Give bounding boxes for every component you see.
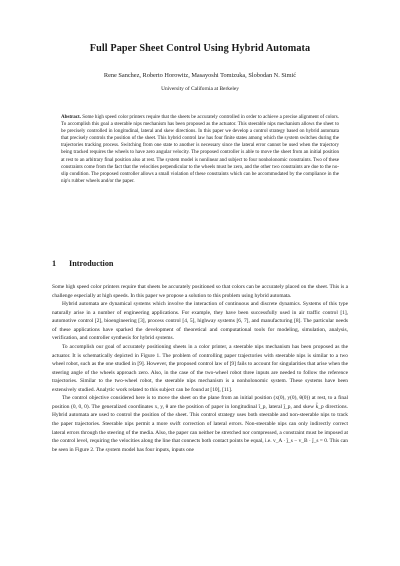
paragraph: Hybrid automata are dynamical systems which involve the interaction of continuous and discrete dynamics. Systems of this type naturally arise in a number of engineering applications. For example, they have been successfully used in air traffic control [1], automotive control [2], bioengineering [3], process control [4, 5], highway systems [6, 7], and manufacturing [8]. The particular needs of these applications have sparked the development of theoretical and computational tools for modeling, simulation, analysis, verification, and controller synthesis for hybrid systems. — [52, 301, 348, 342]
section-number: 1 — [52, 259, 57, 268]
paper-title: Full Paper Sheet Control Using Hybrid Automata — [89, 43, 311, 54]
abstract-text: Some high speed color printers require that the sheets be accurately controlled in order to achieve a precise alignment of colors. To accomplish this goal a steerable nips mechanism has been proposed as the actuator. This steerable nips mechanism allows the sheet to be precisely controlled in longitudinal, lateral and skew directions. In this paper we develop a control strategy based on hybrid automata that precisely controls the position of the sheet. This hybrid control law has four finite states among which the system switches during the trajectories tracking process. Switching from one state to another is necessary since the lateral error cannot be used when the trajectory being tracked requires the wheels to have zero angular velocity. The proposed controller is able to move the sheet from an initial position at rest to an arbitrary final position also at rest. The system model is nonlinear and subject to four nonholonomic constraints. Two of these constraints come from the fact that the velocities perpendicular to the wheels must be zero, and the other two constraints are due to the no-slip condition. The proposed controller allows a small violation of these constraints which can be accommodated by the compliance in the nip's rubber wheels and/or the paper. — [61, 115, 339, 184]
affiliation: University of California at Berkeley — [161, 86, 239, 92]
paragraph: Some high speed color printers require that sheets be accurately positioned so that colors can be accurately placed on the sheet. This is a challenge especially at high speeds. In this paper we propose a solution to this problem using hybrid automata. — [52, 284, 348, 299]
paragraph: To accomplish our goal of accurately positioning sheets in a color printer, a steerable nips mechanism has been proposed as the actuator. It is schematically depicted in Figure 1. The problem of controlling paper trajectories with steerable nips is similar to a two wheel robot, such as the one studied in [9]. However, the proposed control law of [9] fails to account for singularities that arise when the steering angle of the wheels approach zero. Also, in the case of the two-wheel robot three inputs are needed to follow the reference trajectories. Similar to the two-wheel robot, the steerable nips mechanism is a nonholonomic system. These systems have been extensively studied. Analytic work related to this subject can be found at [10], [11]. — [52, 343, 348, 393]
abstract — [61, 114, 339, 185]
paragraph: The control objective considered here is to move the sheet on the plane from an initial position (x(0), y(0), θ(0)) at rest, to a final position (0, 0, 0). The generalized coordinates x, y, θ are the position of paper in longitudinal î_p, lateral ĵ_p, and skew k̂_p directions. Hybrid automata are used to control the position of the sheet. This control strategy uses both steerable and non-steerable nips to track the paper trajectories. Steerable nips permit a more swift correction of lateral errors. Non-steerable nips can only indirectly correct lateral errors through the steering of the media. Also, the paper can neither be stretched nor compressed, a constraint must be imposed at the control level, requiring the velocities along the line that connects both contact points be equal, i.e. v_A · ĵ_s − v_B · ĵ_s = 0. This can be seen in Figure 2. The system model has four inputs, inputs one — [52, 395, 348, 453]
author-list: Rene Sanchez, Roberto Horowitz, Masayoshi Tomizuka, Slobodan N. Simić — [103, 72, 297, 79]
section-heading — [52, 259, 113, 268]
body-text — [52, 283, 348, 454]
section-title: Introduction — [69, 259, 114, 268]
abstract-label: Abstract. — [61, 115, 81, 120]
